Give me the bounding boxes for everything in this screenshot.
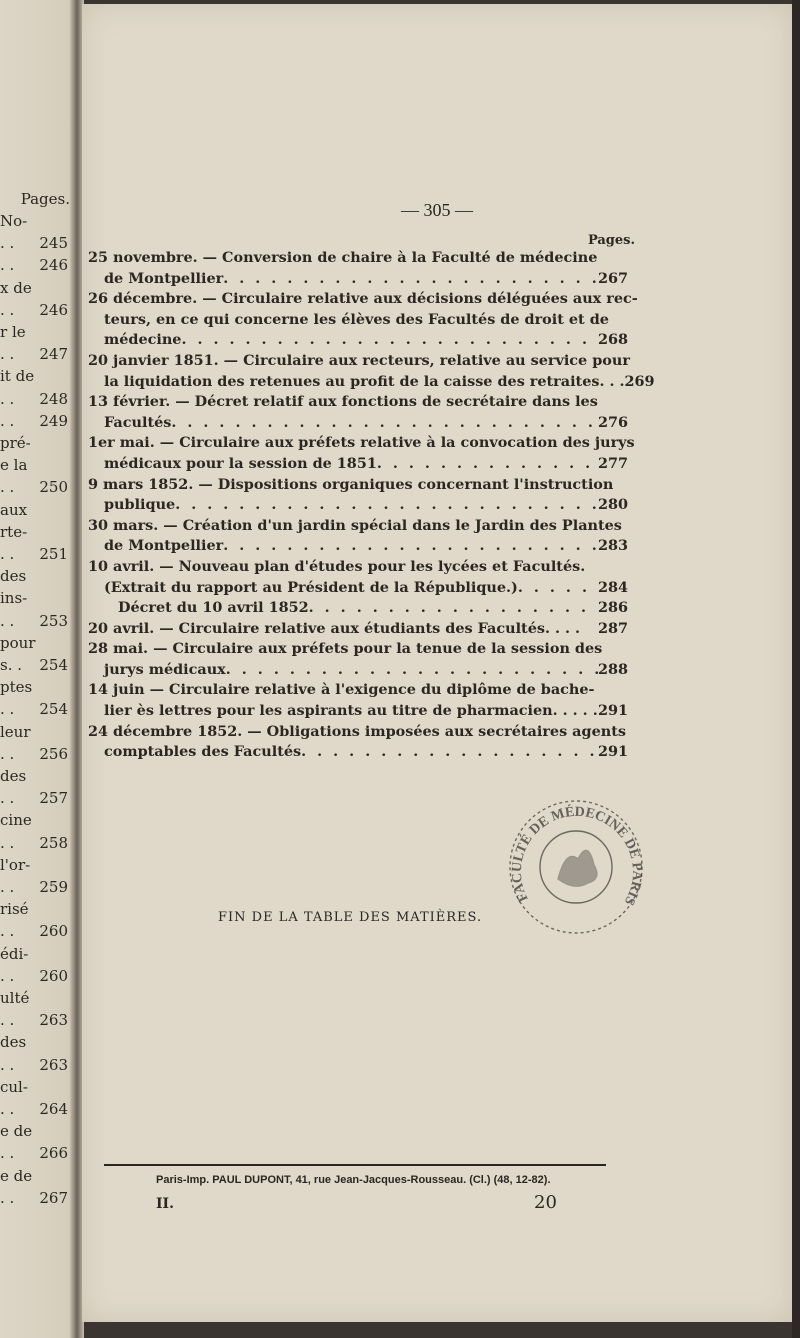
toc-leader-dots xyxy=(223,536,598,557)
left-page-text-fragment: leur xyxy=(0,722,31,741)
left-page-text-fragment: . . xyxy=(0,1100,15,1118)
left-page-page-number: 260 xyxy=(39,922,68,941)
toc-entry-line xyxy=(88,639,628,660)
left-page-line xyxy=(0,388,80,410)
left-page-page-number: 246 xyxy=(39,300,68,319)
toc-page-number: 288 xyxy=(598,660,629,678)
toc-entry-line xyxy=(88,722,628,743)
left-page-line xyxy=(0,698,80,720)
left-page-text-fragment: r le xyxy=(0,323,26,341)
left-page-text-fragment: ulté xyxy=(0,989,30,1007)
left-page-line xyxy=(0,1076,80,1098)
toc-page-number: 269 xyxy=(624,372,655,390)
left-page-line xyxy=(0,476,80,498)
svg-text:FACULTÉ DE MÉDECINE DE PARIS xyxy=(510,803,644,908)
left-page-text-fragment: e la xyxy=(0,456,28,475)
toc-page-number: 268 xyxy=(598,331,629,349)
left-page-text-fragment: cul- xyxy=(0,1077,28,1096)
left-page-text-fragment: . . xyxy=(0,1055,15,1074)
toc-entry-text: médicaux pour la session de 1851 xyxy=(104,454,377,472)
toc-entry-text: lier ès lettres pour les aspirants au titre de pharmacien. . . . . xyxy=(104,702,598,720)
left-page-line xyxy=(0,721,80,743)
left-page-line xyxy=(0,543,80,565)
toc-entry-text: 1er mai. — Circulaire aux préfets relative à la convocation des jurys xyxy=(88,434,635,452)
toc-entry-line xyxy=(88,598,628,619)
toc-entry-line xyxy=(88,330,628,351)
book-page xyxy=(82,4,792,1322)
toc-page-number: 283 xyxy=(598,537,629,555)
toc-entry-line xyxy=(88,516,628,537)
left-page-line xyxy=(0,499,80,521)
left-page-line xyxy=(0,210,80,232)
toc-entry-text: teurs, en ce qui concerne les élèves des Facultés de droit et de xyxy=(104,310,609,328)
toc-entry-line xyxy=(88,289,638,310)
left-page-text-fragment: pour xyxy=(0,633,36,652)
toc-entry-text: de Montpellier xyxy=(104,537,224,555)
toc-entry-line xyxy=(88,310,628,331)
left-page-line xyxy=(0,654,80,676)
left-page-line xyxy=(0,343,80,365)
left-page-line xyxy=(0,254,80,276)
left-page-line xyxy=(0,299,80,321)
left-page-page-number: 247 xyxy=(39,345,68,364)
left-page-page-number: 257 xyxy=(39,789,68,808)
table-of-contents xyxy=(88,248,655,763)
toc-leader-dots xyxy=(223,269,598,290)
left-page-text-fragment: x de xyxy=(0,278,32,297)
left-page-line xyxy=(0,432,80,454)
toc-entry-text: 10 avril. — Nouveau plan d'études pour les lycées et Facultés. xyxy=(88,557,586,575)
left-page-line xyxy=(0,1187,80,1209)
toc-page-number: 267 xyxy=(598,269,629,287)
left-page-line xyxy=(0,876,80,898)
toc-entry-line xyxy=(88,392,628,413)
toc-page-number: 287 xyxy=(598,619,629,637)
toc-entry-text: 14 juin — Circulaire relative à l'exigence du diplôme de bache- xyxy=(88,681,595,699)
left-page-line xyxy=(0,920,80,942)
toc-leader-dots xyxy=(181,330,598,351)
toc-entry-line xyxy=(88,742,628,763)
left-page-line xyxy=(0,1054,80,1076)
pages-column-label: Pages. xyxy=(587,233,635,248)
left-page-text-fragment: des xyxy=(0,767,27,785)
toc-entry-text: publique xyxy=(104,496,176,514)
left-page-text-fragment: . . xyxy=(0,966,15,985)
toc-entry-text: 20 janvier 1851. — Circulaire aux recteurs, relative au service pour xyxy=(88,351,630,369)
left-page-text-fragment: . . xyxy=(0,545,15,563)
left-page-text-fragment: . . xyxy=(0,878,15,896)
left-page-page-number: 254 xyxy=(39,700,68,719)
left-page-text-fragment: . . xyxy=(0,611,15,630)
left-page-pages-label: Pages. xyxy=(20,190,70,208)
toc-entry-text: 25 novembre. — Conversion de chaire à la Faculté de médecine xyxy=(88,249,598,266)
left-page-text-fragment: . . xyxy=(0,234,15,253)
left-page-line xyxy=(0,854,80,876)
toc-entry-text: médecine xyxy=(104,331,182,349)
toc-entry-line xyxy=(88,495,628,516)
toc-entry-text: Décret du 10 avril 1852 xyxy=(118,599,309,617)
left-page-line xyxy=(0,1142,80,1164)
left-page-line xyxy=(0,410,80,432)
left-page-line xyxy=(0,587,80,609)
left-page-text-fragment: cine xyxy=(0,811,32,830)
left-page-line xyxy=(0,765,80,787)
left-page-page-number: 246 xyxy=(39,256,68,275)
left-page-line xyxy=(0,454,80,476)
left-page-page-number: 263 xyxy=(39,1055,68,1074)
left-page-line xyxy=(0,277,80,299)
left-page-page-number: 266 xyxy=(39,1144,68,1163)
toc-page-number: 291 xyxy=(598,743,629,761)
left-page-page-number: 245 xyxy=(39,234,68,253)
toc-entry-line xyxy=(88,557,628,578)
toc-entry-line xyxy=(88,454,628,475)
left-page-line xyxy=(0,676,80,698)
left-page-text-fragment: . . xyxy=(0,256,15,275)
left-page-page-number: 264 xyxy=(39,1100,68,1118)
left-page-text-fragment: e de xyxy=(0,1166,33,1185)
left-page-text-fragment: . . xyxy=(0,700,15,719)
left-page-text-fragment: . . xyxy=(0,300,15,319)
left-page-line xyxy=(0,232,80,254)
toc-page-number: 276 xyxy=(598,413,629,431)
left-page-text-fragment: . . xyxy=(0,411,15,430)
left-page-page-number: 259 xyxy=(39,878,68,896)
left-page-line xyxy=(0,632,80,654)
toc-leader-dots xyxy=(301,742,598,763)
toc-entry-text: 20 avril. — Circulaire relative aux étudiants des Facultés. . . . xyxy=(88,619,581,637)
left-page-text-fragment: . . xyxy=(0,389,15,408)
toc-page-number: 291 xyxy=(598,702,629,720)
left-page-page-number: 248 xyxy=(39,389,68,408)
toc-leader-dots xyxy=(309,598,598,619)
toc-entry-text: comptables des Facultés xyxy=(104,743,302,761)
toc-entry-text: 9 mars 1852. — Dispositions organiques concernant l'instruction xyxy=(88,475,614,493)
toc-entry-line xyxy=(88,433,635,454)
left-page-text-fragment: it de xyxy=(0,367,35,386)
toc-entry-text: 28 mai. — Circulaire aux préfets pour la tenue de la session des xyxy=(88,640,603,658)
left-page-page-number: 250 xyxy=(39,478,68,497)
left-page-line xyxy=(0,1165,80,1187)
left-page-line xyxy=(0,809,80,831)
left-page-page-number: 267 xyxy=(39,1188,68,1207)
toc-entry-text: la liquidation des retenues au profit de la caisse des retraites. . . xyxy=(104,372,625,390)
left-page-text-fragment: . . xyxy=(0,833,15,852)
toc-entry-text: 24 décembre 1852. — Obligations imposées aux secrétaires agents xyxy=(88,722,626,740)
toc-leader-dots xyxy=(377,454,598,475)
footer-rule xyxy=(104,1164,606,1166)
toc-entry-line xyxy=(88,660,628,681)
toc-entry-line xyxy=(88,372,655,393)
toc-page-number: 284 xyxy=(598,578,629,596)
signature-number: 20 xyxy=(534,1192,557,1213)
left-page-page-number: 253 xyxy=(39,611,68,630)
left-page-text-fragment: . . xyxy=(0,922,15,941)
left-page-text-fragment: des xyxy=(0,567,27,586)
toc-entry-text: 26 décembre. — Circulaire relative aux décisions déléguées aux rec- xyxy=(88,290,638,308)
left-page-page-number: 251 xyxy=(39,545,68,563)
page-number: — 305 — xyxy=(401,200,473,220)
left-page-line xyxy=(0,321,80,343)
left-page-line xyxy=(0,987,80,1009)
library-stamp xyxy=(506,787,644,947)
toc-entry-text: jurys médicaux xyxy=(104,660,226,678)
left-page-text-fragment: ins- xyxy=(0,589,28,608)
left-page-page-number: 260 xyxy=(39,966,68,985)
toc-page-number: 280 xyxy=(598,496,629,514)
toc-entry-line xyxy=(88,475,628,496)
printer-imprint: Paris-Imp. PAUL DUPONT, 41, rue Jean-Jacques-Rousseau. (Cl.) (48, 12-82). xyxy=(156,1174,551,1186)
left-page-text-fragment: No- xyxy=(0,212,28,230)
signature-mark: II. xyxy=(156,1196,174,1212)
left-page-text-fragment: . . xyxy=(0,744,15,763)
left-page-line xyxy=(0,943,80,965)
left-page-text-fragment: . . xyxy=(0,789,15,808)
left-page-line xyxy=(0,365,80,387)
toc-page-number: 286 xyxy=(598,599,629,617)
toc-entry-text: Facultés xyxy=(104,413,172,431)
toc-entry-text: 30 mars. — Création d'un jardin spécial dans le Jardin des Plantes xyxy=(88,516,622,534)
left-page-line xyxy=(0,1098,80,1120)
left-page-text-fragment: . . xyxy=(0,1188,15,1207)
left-page-line xyxy=(0,1009,80,1031)
left-page-page-number: 249 xyxy=(39,411,68,430)
left-page-line xyxy=(0,1031,80,1053)
left-page-text-fragment: risé xyxy=(0,900,29,919)
toc-leader-dots xyxy=(226,660,598,681)
left-page-text-fragment: s. . xyxy=(0,656,23,674)
toc-entry-line xyxy=(88,680,628,701)
left-page-text-fragment: édi- xyxy=(0,944,29,963)
toc-entry-text: 13 février. — Décret relatif aux fonctions de secrétaire dans les xyxy=(88,393,598,411)
left-page-line xyxy=(0,610,80,632)
toc-entry-line xyxy=(88,269,628,290)
left-page-line xyxy=(0,787,80,809)
left-page-text-fragment: ptes xyxy=(0,678,33,697)
toc-entry-line xyxy=(88,413,628,434)
left-page-line xyxy=(0,743,80,765)
left-page-text-fragment: aux xyxy=(0,500,28,519)
toc-leader-dots xyxy=(518,578,598,599)
left-page-line xyxy=(0,565,80,587)
left-page-text-fragment: l'or- xyxy=(0,855,31,874)
left-page-page-number: 256 xyxy=(39,744,68,763)
left-page-text-fragment: . . xyxy=(0,345,15,364)
end-of-table-label: FIN DE LA TABLE DES MATIÈRES. xyxy=(218,910,483,925)
page-edge xyxy=(792,0,800,1338)
left-page-line xyxy=(0,1120,80,1142)
left-page-text-fragment: e de xyxy=(0,1122,33,1141)
left-page-text-fragment: pré- xyxy=(0,434,31,452)
stamp-text: FACULTÉ DE MÉDECINE DE PARIS xyxy=(509,804,644,908)
toc-leader-dots xyxy=(171,413,598,434)
left-page-text-fragment: rte- xyxy=(0,522,28,541)
left-page-text-fragment: . . xyxy=(0,1144,15,1163)
left-page-text-fragment: . . xyxy=(0,478,15,497)
toc-entry-line xyxy=(88,248,628,269)
left-page-line xyxy=(0,965,80,987)
toc-leader-dots xyxy=(175,495,598,516)
toc-entry-line xyxy=(88,619,628,640)
left-page-page-number: 263 xyxy=(39,1011,68,1030)
left-page-line xyxy=(0,832,80,854)
left-page-text-fragment: . . xyxy=(0,1011,15,1030)
left-page-text-fragment: des xyxy=(0,1033,27,1052)
left-page-line xyxy=(0,898,80,920)
toc-entry-text: de Montpellier xyxy=(104,269,224,287)
toc-entry-line xyxy=(88,536,628,557)
toc-entry-line xyxy=(88,701,628,722)
left-page-line xyxy=(0,521,80,543)
toc-entry-text: (Extrait du rapport au Président de la République.) xyxy=(104,578,518,596)
left-page-page-number: 258 xyxy=(39,833,68,852)
left-page-page-number: 254 xyxy=(39,656,68,674)
toc-entry-line xyxy=(88,578,628,599)
toc-page-number: 277 xyxy=(598,454,629,472)
toc-entry-line xyxy=(88,351,628,372)
